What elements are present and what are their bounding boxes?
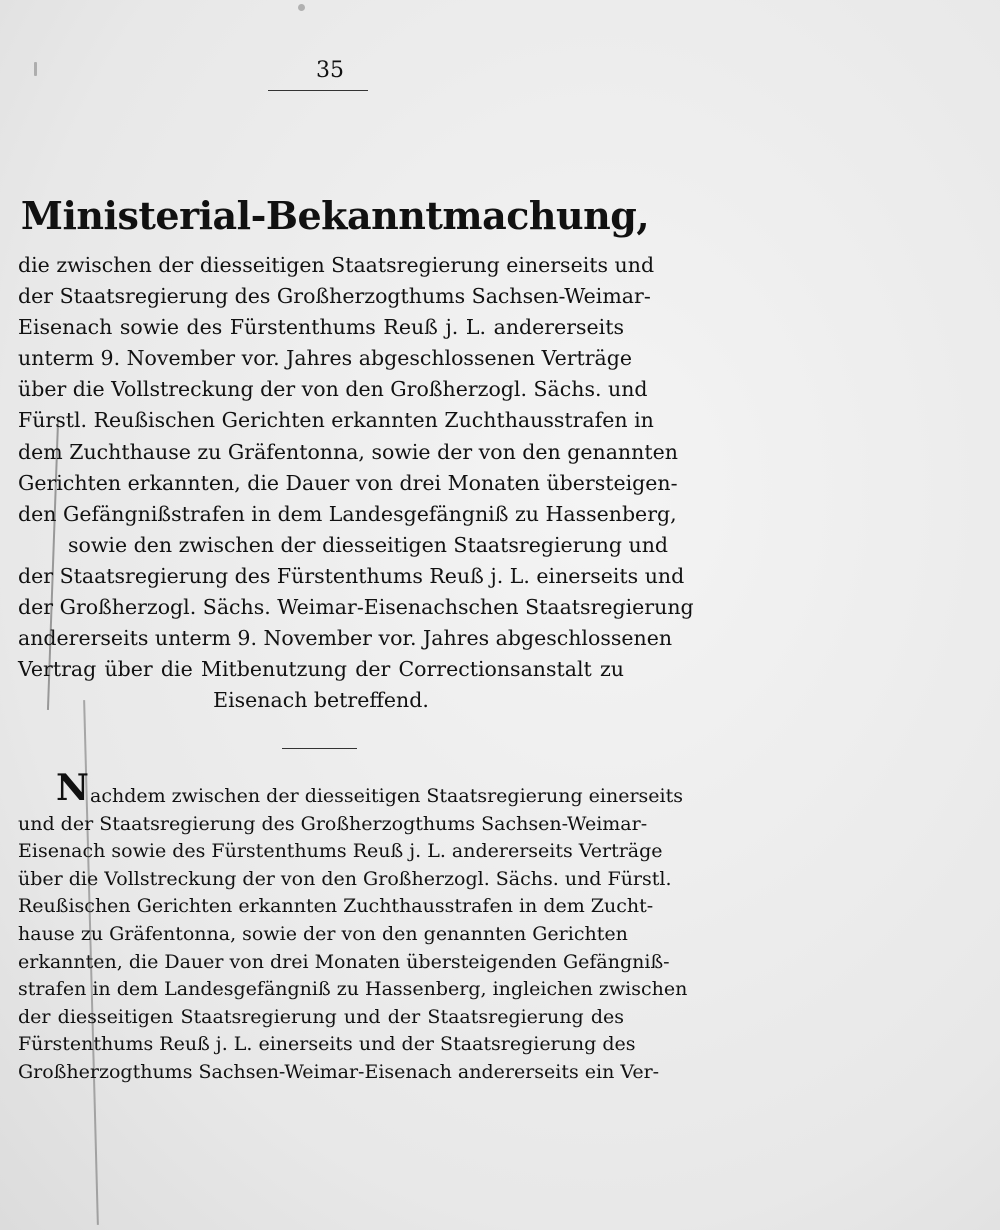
body-line: Reußischen Gerichten erkannten Zuchthausstrafen in dem Zucht- <box>18 895 654 918</box>
heading-line: den Gefängnißstrafen in dem Landesgefängniß zu Hassenberg, <box>18 501 677 526</box>
body-paragraph <box>18 767 688 1087</box>
heading-line: Eisenach sowie des Fürstenthums Reuß j. L. andererseits <box>18 315 624 340</box>
body-first-line-text: achdem zwischen der diesseitigen Staatsregierung einerseits <box>90 785 683 807</box>
heading-line: über die Vollstreckung der von den Großherzogl. Sächs. und <box>18 377 648 402</box>
heading-line: der Staatsregierung des Fürstenthums Reuß j. L. einerseits und <box>18 563 685 588</box>
heading-line: Vertrag über die Mitbenutzung der Correctionsanstalt zu <box>18 657 624 682</box>
heading-line: die zwischen der diesseitigen Staatsregierung einerseits und <box>18 253 655 277</box>
body-line: hause zu Gräfentonna, sowie der von den genannten Gerichten <box>18 922 628 945</box>
ink-speck <box>298 4 305 11</box>
heading-line: sowie den zwischen der diesseitigen Staatsregierung und <box>68 532 669 557</box>
heading-line: Gerichten erkannten, die Dauer von drei Monaten übersteigen- <box>18 470 678 495</box>
body-line: Eisenach sowie des Fürstenthums Reuß j. L. andererseits Verträge <box>18 840 663 863</box>
heading-line: der Staatsregierung des Großherzogthums Sachsen-Weimar- <box>18 284 651 309</box>
heading-line: dem Zuchthause zu Gräfentonna, sowie der von den genannten <box>18 439 678 464</box>
heading-line: der Großherzogl. Sächs. Weimar-Eisenachschen Staatsregierung <box>18 595 694 620</box>
body-line: erkannten, die Dauer von drei Monaten übersteigenden Gefängniß- <box>18 950 670 973</box>
body-line: strafen in dem Landesgefängniß zu Hassenberg, ingleichen zwischen <box>18 978 688 1001</box>
body-line: Fürstenthums Reuß j. L. einerseits und der Staatsregierung des <box>18 1033 636 1056</box>
body-line: über die Vollstreckung der von den Großherzogl. Sächs. und Fürstl. <box>18 867 672 890</box>
heading-line: andererseits unterm 9. November vor. Jahres abgeschlossenen <box>18 626 673 651</box>
heading-line: unterm 9. November vor. Jahres abgeschlossenen Verträge <box>18 346 633 371</box>
section-divider <box>282 748 357 749</box>
body-line: der diesseitigen Staatsregierung und der Staatsregierung des <box>18 1005 624 1028</box>
page-number: 35 <box>316 58 344 83</box>
body-first-line <box>18 767 683 811</box>
body-line: und der Staatsregierung des Großherzogthums Sachsen-Weimar- <box>18 812 648 835</box>
heading-paragraph <box>18 250 694 716</box>
ink-speck <box>34 62 37 76</box>
heading-line: Eisenach betreffend. <box>213 688 429 713</box>
document-title: Ministerial-Bekanntmachung, <box>20 193 650 238</box>
heading-line: Fürstl. Reußischen Gerichten erkannten Zuchthausstrafen in <box>18 408 654 433</box>
body-line: Großherzogthums Sachsen-Weimar-Eisenach andererseits ein Ver- <box>18 1060 660 1083</box>
page-number-rule <box>268 90 368 91</box>
drop-cap: N <box>56 767 89 809</box>
